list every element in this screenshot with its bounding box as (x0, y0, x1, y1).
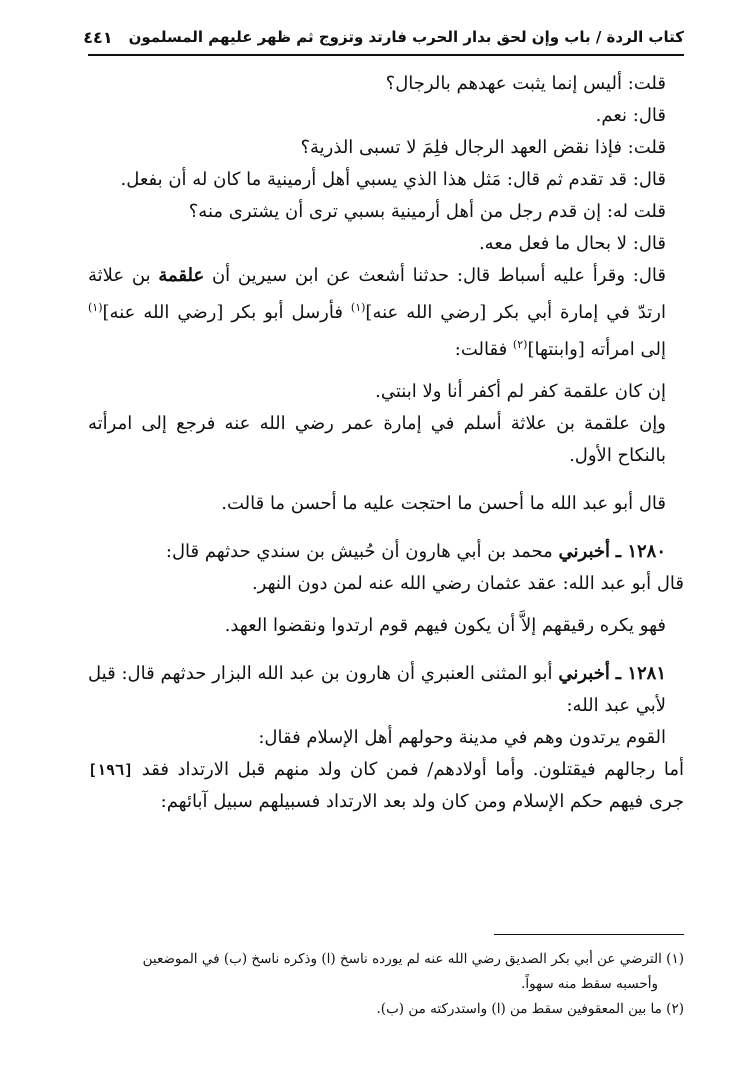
narration-text: فأرسل أبو بكر [رضي الله عنه] (102, 302, 351, 323)
footnote-ref: (٢) (512, 338, 528, 351)
bold-name: علقمة (158, 265, 205, 286)
text-line: فهو يكره رقيقهم إلاَّ أن يكون فيهم قوم ارتدوا ونقضوا العهد. (224, 615, 666, 636)
text-line: قال: لا بحال ما فعل معه. (478, 233, 666, 254)
text-line: قال أبو عبد الله: عقد عثمان رضي الله عنه لمن دون النهر. (251, 573, 684, 594)
manuscript-folio-marker: [١٩٦] (88, 761, 134, 779)
hadith-number: ١٢٨٠ ـ (615, 541, 666, 562)
text-line: قال: نعم. (595, 105, 666, 126)
text-line: قلت: فإذا نقض العهد الرجال فلِمَ لا تسبى الذرية؟ (300, 137, 666, 158)
footnote-number: (٢) (666, 1001, 684, 1017)
text-line: قلت: أليس إنما يثبت عهدهم بالرجال؟ (385, 73, 666, 94)
text-line: إن كان علقمة كفر لم أكفر أنا ولا ابنتي. (375, 381, 666, 402)
narration-text: بن علاثة ارتدّ في إمارة أبي بكر [رضي الله عنه] (88, 265, 666, 323)
header-divider (88, 54, 684, 56)
text-span: جرى فيهم حكم الإسلام ومن كان ولد بعد الارتداد فسبيلهم سبيل آبائهم: (160, 791, 684, 812)
narration-text: فقالت: (454, 339, 513, 360)
text-line: قلت له: إن قدم رجل من أهل أرمينية بسبي ترى أن يشترى منه؟ (188, 201, 666, 222)
page-body (88, 68, 684, 818)
hadith-akhbarani: أخبرني (558, 663, 610, 684)
footnotes (88, 947, 684, 1022)
footnote-1-continuation (88, 972, 684, 997)
hadith-number: ١٢٨١ ـ (615, 663, 666, 684)
hadith-akhbarani: أخبرني (558, 541, 611, 562)
footnote-separator (494, 934, 684, 935)
book-page (83, 22, 684, 1072)
text-line: قال أبو عبد الله ما أحسن ما احتجت عليه ما أحسن ما قالت. (221, 493, 666, 514)
narration-paragraph (88, 260, 684, 366)
footnote-2 (88, 997, 684, 1022)
text-line (88, 754, 684, 818)
hadith-text: محمد بن أبي هارون أن حُبيش بن سندي حدثهم قال: (165, 541, 559, 562)
text-line: القوم يرتدون وهم في مدينة وحولهم أهل الإسلام فقال: (258, 727, 666, 748)
footnote-1 (88, 947, 684, 972)
hadith-1280 (88, 536, 684, 568)
footnote-text: ما بين المعقوفين سقط من (ا) واستدركته من (ب). (376, 1001, 662, 1017)
page-number: ٤٤١ (83, 27, 113, 47)
footnote-ref: (١) (350, 301, 366, 314)
footnote-number: (١) (666, 951, 684, 967)
running-header (83, 22, 684, 52)
text-line: قال: قد تقدم ثم قال: مَثل هذا الذي يسبي أهل أرمينية ما كان له أن بفعل. (120, 169, 666, 190)
hadith-1281 (88, 658, 684, 722)
narration-text: قال: وقرأ عليه أسباط قال: حدثنا أشعث عن ابن سيرين أن (204, 265, 666, 286)
hadith-text: أبو المثنى العنبري أن هارون بن عبد الله البزار حدثهم قال: قيل لأبي عبد الله: (88, 663, 666, 716)
header-title: كتاب الردة / باب وإن لحق بدار الحرب فارتد وتزوج ثم ظهر عليهم المسلمون (128, 28, 684, 46)
footnote-ref: (١) (88, 301, 103, 314)
narration-text: إلى امرأته [وابنتها] (527, 339, 666, 360)
text-span: أما رجالهم فيقتلون. وأما أولادهم/ فمن كان ولد منهم قبل الارتداد فقد (133, 759, 684, 780)
footnote-text: وأحسبه سقط منه سهواً. (521, 976, 658, 992)
footnote-text: الترضي عن أبي بكر الصديق رضي الله عنه لم يورده ناسخ (ا) وذكره ناسخ (ب) في الموضعين (142, 951, 662, 967)
text-line: وإن علقمة بن علاثة أسلم في إمارة عمر رضي الله عنه فرجع إلى امرأته بالنكاح الأول. (88, 413, 666, 466)
